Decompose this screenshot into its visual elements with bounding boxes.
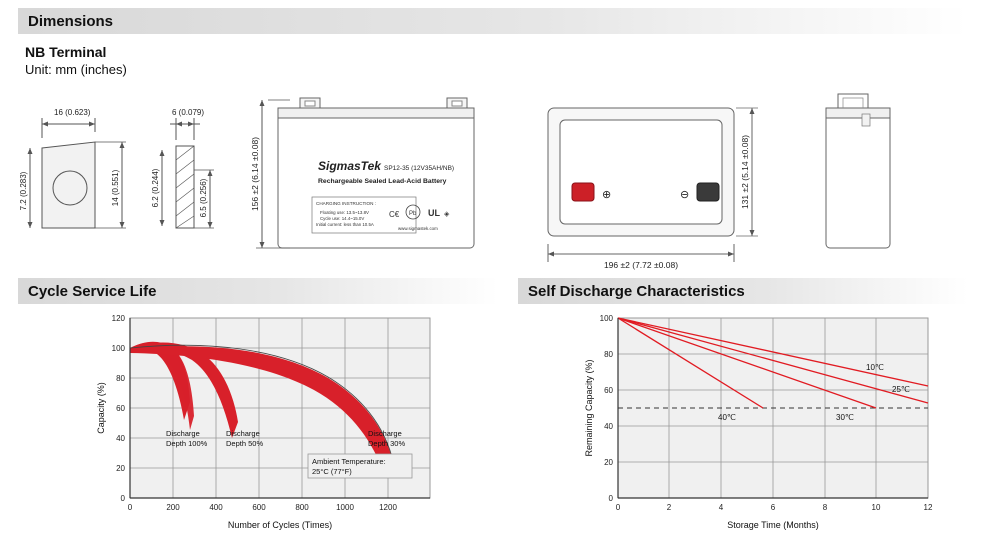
battery-type-text: Rechargeable Sealed Lead-Acid Battery bbox=[318, 178, 447, 185]
cycle-service-life-chart bbox=[18, 310, 488, 545]
charging-instruction-title: CHARGING INSTRUCTION : bbox=[316, 201, 376, 206]
svg-text:800: 800 bbox=[295, 503, 309, 512]
annotation-ambient-line2: 25°C (77°F) bbox=[312, 467, 352, 476]
svg-text:0: 0 bbox=[120, 494, 125, 503]
svg-text:20: 20 bbox=[604, 458, 613, 467]
svg-text:1000: 1000 bbox=[336, 503, 354, 512]
brand-text: SigmasTek bbox=[318, 159, 381, 173]
svg-text:1200: 1200 bbox=[379, 503, 397, 512]
label-25c: 25℃ bbox=[892, 385, 910, 394]
cycle-title: Cycle Service Life bbox=[28, 282, 157, 300]
negative-terminal-symbol: ⊖ bbox=[680, 189, 690, 201]
rohs-mark: ◈ bbox=[444, 211, 450, 218]
svg-text:100: 100 bbox=[599, 314, 613, 323]
self-discharge-section-header bbox=[518, 278, 968, 304]
self-xlabel: Storage Time (Months) bbox=[727, 520, 819, 530]
svg-text:8: 8 bbox=[822, 503, 828, 512]
svg-text:4: 4 bbox=[718, 503, 724, 512]
dimensions-title: Dimensions bbox=[28, 12, 114, 30]
annotation-dd30-line2: Depth 30% bbox=[368, 439, 406, 448]
cycle-service-life-section-header bbox=[18, 278, 498, 304]
svg-text:120: 120 bbox=[111, 314, 125, 323]
charging-line-2: Cycle use: 14.4~15.0V bbox=[320, 216, 365, 221]
svg-text:6: 6 bbox=[770, 503, 776, 512]
svg-text:0: 0 bbox=[608, 494, 613, 503]
svg-text:40: 40 bbox=[116, 434, 125, 443]
svg-text:100: 100 bbox=[111, 344, 125, 353]
svg-text:200: 200 bbox=[166, 503, 180, 512]
callout-front-height: 156 ±2 (6.14 ±0.08) bbox=[250, 136, 260, 212]
self-ylabel: Remaining Capacity (%) bbox=[584, 359, 594, 457]
svg-text:80: 80 bbox=[604, 350, 613, 359]
charging-line-3: Initial current: less than 10.5A bbox=[316, 222, 374, 227]
callout-mid-height: 14 (0.551) bbox=[111, 169, 120, 207]
nb-terminal-label: NB Terminal bbox=[25, 44, 107, 60]
callout-left-height: 7.2 (0.283) bbox=[19, 171, 28, 211]
cycle-xlabel: Number of Cycles (Times) bbox=[227, 520, 333, 530]
svg-text:80: 80 bbox=[116, 374, 125, 383]
ul-mark: UL bbox=[428, 208, 440, 218]
callout-top-width-main: 196 ±2 (7.72 ±0.08) bbox=[603, 260, 679, 270]
model-text: SP12-35 (12V35AH/NB) bbox=[384, 165, 455, 172]
charging-line-1: Floating use: 13.5~13.8V bbox=[320, 210, 369, 215]
self-discharge-chart bbox=[518, 310, 968, 545]
svg-text:60: 60 bbox=[116, 404, 125, 413]
callout-plate-height-1: 6.2 (0.244) bbox=[151, 168, 160, 208]
svg-text:0: 0 bbox=[127, 503, 133, 512]
svg-text:40: 40 bbox=[604, 422, 613, 431]
dimensions-section-header bbox=[18, 8, 968, 34]
self-discharge-title: Self Discharge Characteristics bbox=[528, 282, 745, 300]
dimension-drawings bbox=[0, 40, 1000, 280]
website-text: www.sigmastek.com bbox=[398, 226, 438, 231]
positive-terminal-symbol: ⊕ bbox=[602, 189, 612, 201]
svg-text:60: 60 bbox=[604, 386, 613, 395]
ce-mark: C€ bbox=[389, 210, 400, 219]
annotation-dd100-line2: Depth 100% bbox=[166, 439, 208, 448]
svg-text:600: 600 bbox=[252, 503, 266, 512]
unit-label: Unit: mm (inches) bbox=[25, 62, 127, 77]
svg-text:10: 10 bbox=[871, 503, 881, 512]
callout-top-width: 16 (0.623) bbox=[54, 108, 91, 117]
svg-text:400: 400 bbox=[209, 503, 223, 512]
callout-plate-height-2: 6.5 (0.256) bbox=[199, 178, 208, 218]
annotation-dd30-line1: Discharge bbox=[368, 429, 402, 438]
label-10c: 10℃ bbox=[866, 363, 884, 372]
annotation-dd50-line2: Depth 50% bbox=[226, 439, 264, 448]
svg-text:20: 20 bbox=[116, 464, 125, 473]
svg-text:0: 0 bbox=[615, 503, 621, 512]
callout-plate-width: 6 (0.079) bbox=[172, 108, 205, 117]
annotation-ambient-line1: Ambient Temperature: bbox=[312, 457, 386, 466]
svg-text:2: 2 bbox=[666, 503, 672, 512]
svg-text:12: 12 bbox=[923, 503, 933, 512]
pb-mark: Pb bbox=[409, 211, 417, 217]
label-30c: 30℃ bbox=[836, 413, 854, 422]
label-40c: 40℃ bbox=[718, 413, 736, 422]
annotation-dd50-line1: Discharge bbox=[226, 429, 260, 438]
annotation-dd100-line1: Discharge bbox=[166, 429, 200, 438]
cycle-ylabel: Capacity (%) bbox=[96, 382, 106, 434]
callout-top-depth: 131 ±2 (5.14 ±0.08) bbox=[740, 134, 750, 210]
